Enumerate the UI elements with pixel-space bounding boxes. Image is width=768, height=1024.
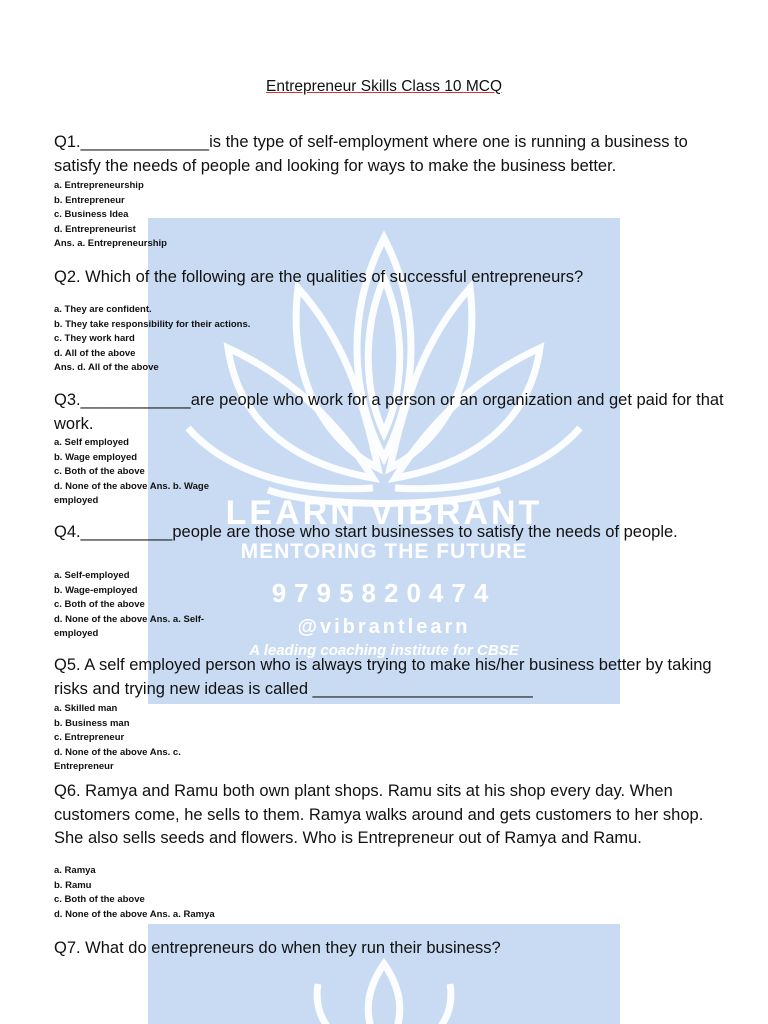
- question-6: Q6. Ramya and Ramu both own plant shops. Ramu sits at his shop every day. When customers come, he sells to them. Ramya walks around and gets customers to her shop. She also sells seeds and flowers. Who is Entrepreneur out of Ramya and Ramu.: [54, 782, 704, 847]
- option: c. Both of the above: [54, 894, 145, 905]
- option: a. They are confident.: [54, 304, 152, 315]
- options-6: [54, 864, 254, 922]
- option: a. Entrepreneurship: [54, 180, 144, 191]
- watermark-phone: 9795820474: [271, 578, 497, 608]
- option: b. Wage-employed: [54, 584, 138, 596]
- option: b. Wage employed: [54, 451, 138, 463]
- options-4: [54, 569, 254, 642]
- question-5: Q5. A self employed person who is always trying to make his/her business better by taking risks and trying new ideas is called ________________________: [54, 656, 712, 698]
- options-3: [54, 436, 254, 509]
- option: b. They take responsibility for their actions.: [54, 318, 251, 330]
- option: d. None of the above Ans. a. Self-employed: [54, 613, 205, 639]
- watermark-tagline: MENTORING THE FUTURE: [240, 540, 528, 563]
- question-7: Q7. What do entrepreneurs do when they run their business?: [54, 939, 501, 957]
- question-3: Q3.____________are people who work for a person or an organization and get paid for that work.: [54, 391, 724, 433]
- option: b. Entrepreneur: [54, 194, 125, 206]
- question-2: Q2. Which of the following are the qualities of successful entrepreneurs?: [54, 268, 584, 286]
- option: d. None of the above Ans. a. Ramya: [54, 908, 215, 920]
- question-4: Q4.__________people are those who start businesses to satisfy the needs of people.: [54, 523, 678, 541]
- option: b. Business man: [54, 717, 130, 729]
- watermark-handle: @vibrantlearn: [297, 616, 471, 638]
- option: c. Both of the above: [54, 466, 145, 477]
- option: c. Business Idea: [54, 209, 129, 220]
- watermark-line: A leading coaching institute for CBSE: [249, 642, 519, 659]
- option: a. Ramya: [54, 865, 96, 876]
- option: c. Both of the above: [54, 599, 145, 610]
- answer: Ans. a. Entrepreneurship: [54, 238, 167, 249]
- option: a. Self employed: [54, 437, 129, 448]
- options-5: [54, 702, 254, 775]
- options-2: [54, 303, 254, 376]
- option: c. They work hard: [54, 333, 135, 344]
- question-1: Q1.______________is the type of self-employment where one is running a business to satisfy the needs of people and looking for ways to make the business better.: [54, 133, 688, 175]
- answer: Ans. d. All of the above: [54, 362, 159, 373]
- option: a. Skilled man: [54, 703, 118, 714]
- watermark-brand: LEARN VIBRANT: [225, 494, 543, 532]
- page-title: Entrepreneur Skills Class 10 MCQ: [265, 78, 503, 95]
- option: d. All of the above: [54, 347, 136, 359]
- option: d. Entrepreneurist: [54, 223, 136, 235]
- option: c. Entrepreneur: [54, 732, 125, 743]
- option: a. Self-employed: [54, 570, 130, 581]
- options-1: [54, 179, 254, 252]
- option: b. Ramu: [54, 879, 92, 891]
- option: d. None of the above Ans. c. Entrepreneur: [54, 746, 181, 772]
- option: d. None of the above Ans. b. Wage employed: [54, 480, 210, 506]
